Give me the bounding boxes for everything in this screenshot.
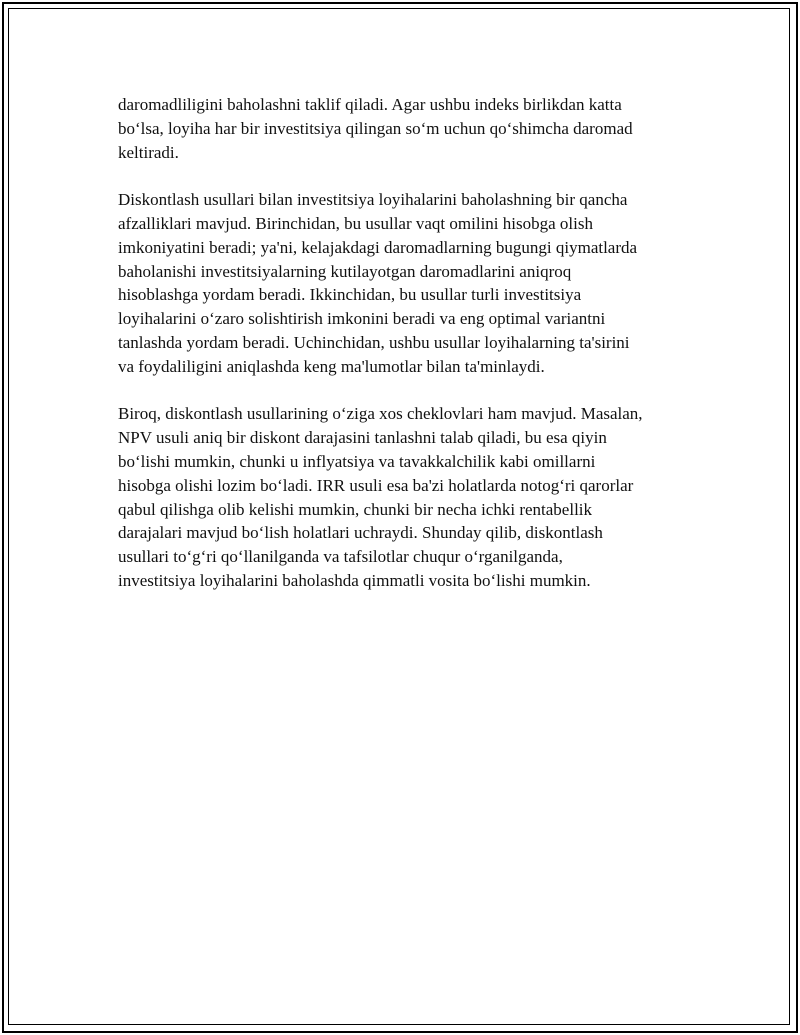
paragraph-3: Biroq, diskontlash usullarining o‘ziga xos cheklovlari ham mavjud. Masalan, NPV usuli aniq bir diskont darajasini tanlashni talab qiladi, bu esa qiyin bo‘lishi mumkin, chunki u inflyatsiya va tavakkalchilik kabi omillarni hisobga olishi lozim bo‘ladi. IRR usuli esa ba'zi holatlarda notog‘ri qarorlar qabul qilishga olib kelishi mumkin, chunki bir necha ichki rentabellik darajalari mavjud bo‘lish holatlari uchraydi. Shunday qilib, diskontlash usullari to‘g‘ri qo‘llanilganda va tafsilotlar chuqur o‘rganilganda, investitsiya loyihalarini baholashda qimmatli vosita bo‘lishi mumkin. (118, 404, 643, 590)
paragraph-1: daromadliligini baholashni taklif qiladi. Agar ushbu indeks birlikdan katta bo‘lsa, loyiha har bir investitsiya qilingan so‘m uchun qo‘shimcha daromad keltiradi. (118, 95, 633, 162)
paragraph-2: Diskontlash usullari bilan investitsiya loyihalarini baholashning bir qancha afzalliklari mavjud. Birinchidan, bu usullar vaqt omilini hisobga olish imkoniyatini beradi; ya'ni, kelajakdagi daromadlarning bugungi qiymatlarda baholanishi investitsiyalarning kutilayotgan daromadlarini aniqroq hisoblashga yordam beradi. Ikkinchidan, bu usullar turli investitsiya loyihalarini o‘zaro solishtirish imkonini beradi va eng optimal variantni tanlashda yordam beradi. Uchinchidan, ushbu usullar loyihalarning ta'sirini va foydaliligini aniqlashda keng ma'lumotlar bilan ta'minlaydi. (118, 190, 638, 376)
document-body (118, 93, 704, 617)
